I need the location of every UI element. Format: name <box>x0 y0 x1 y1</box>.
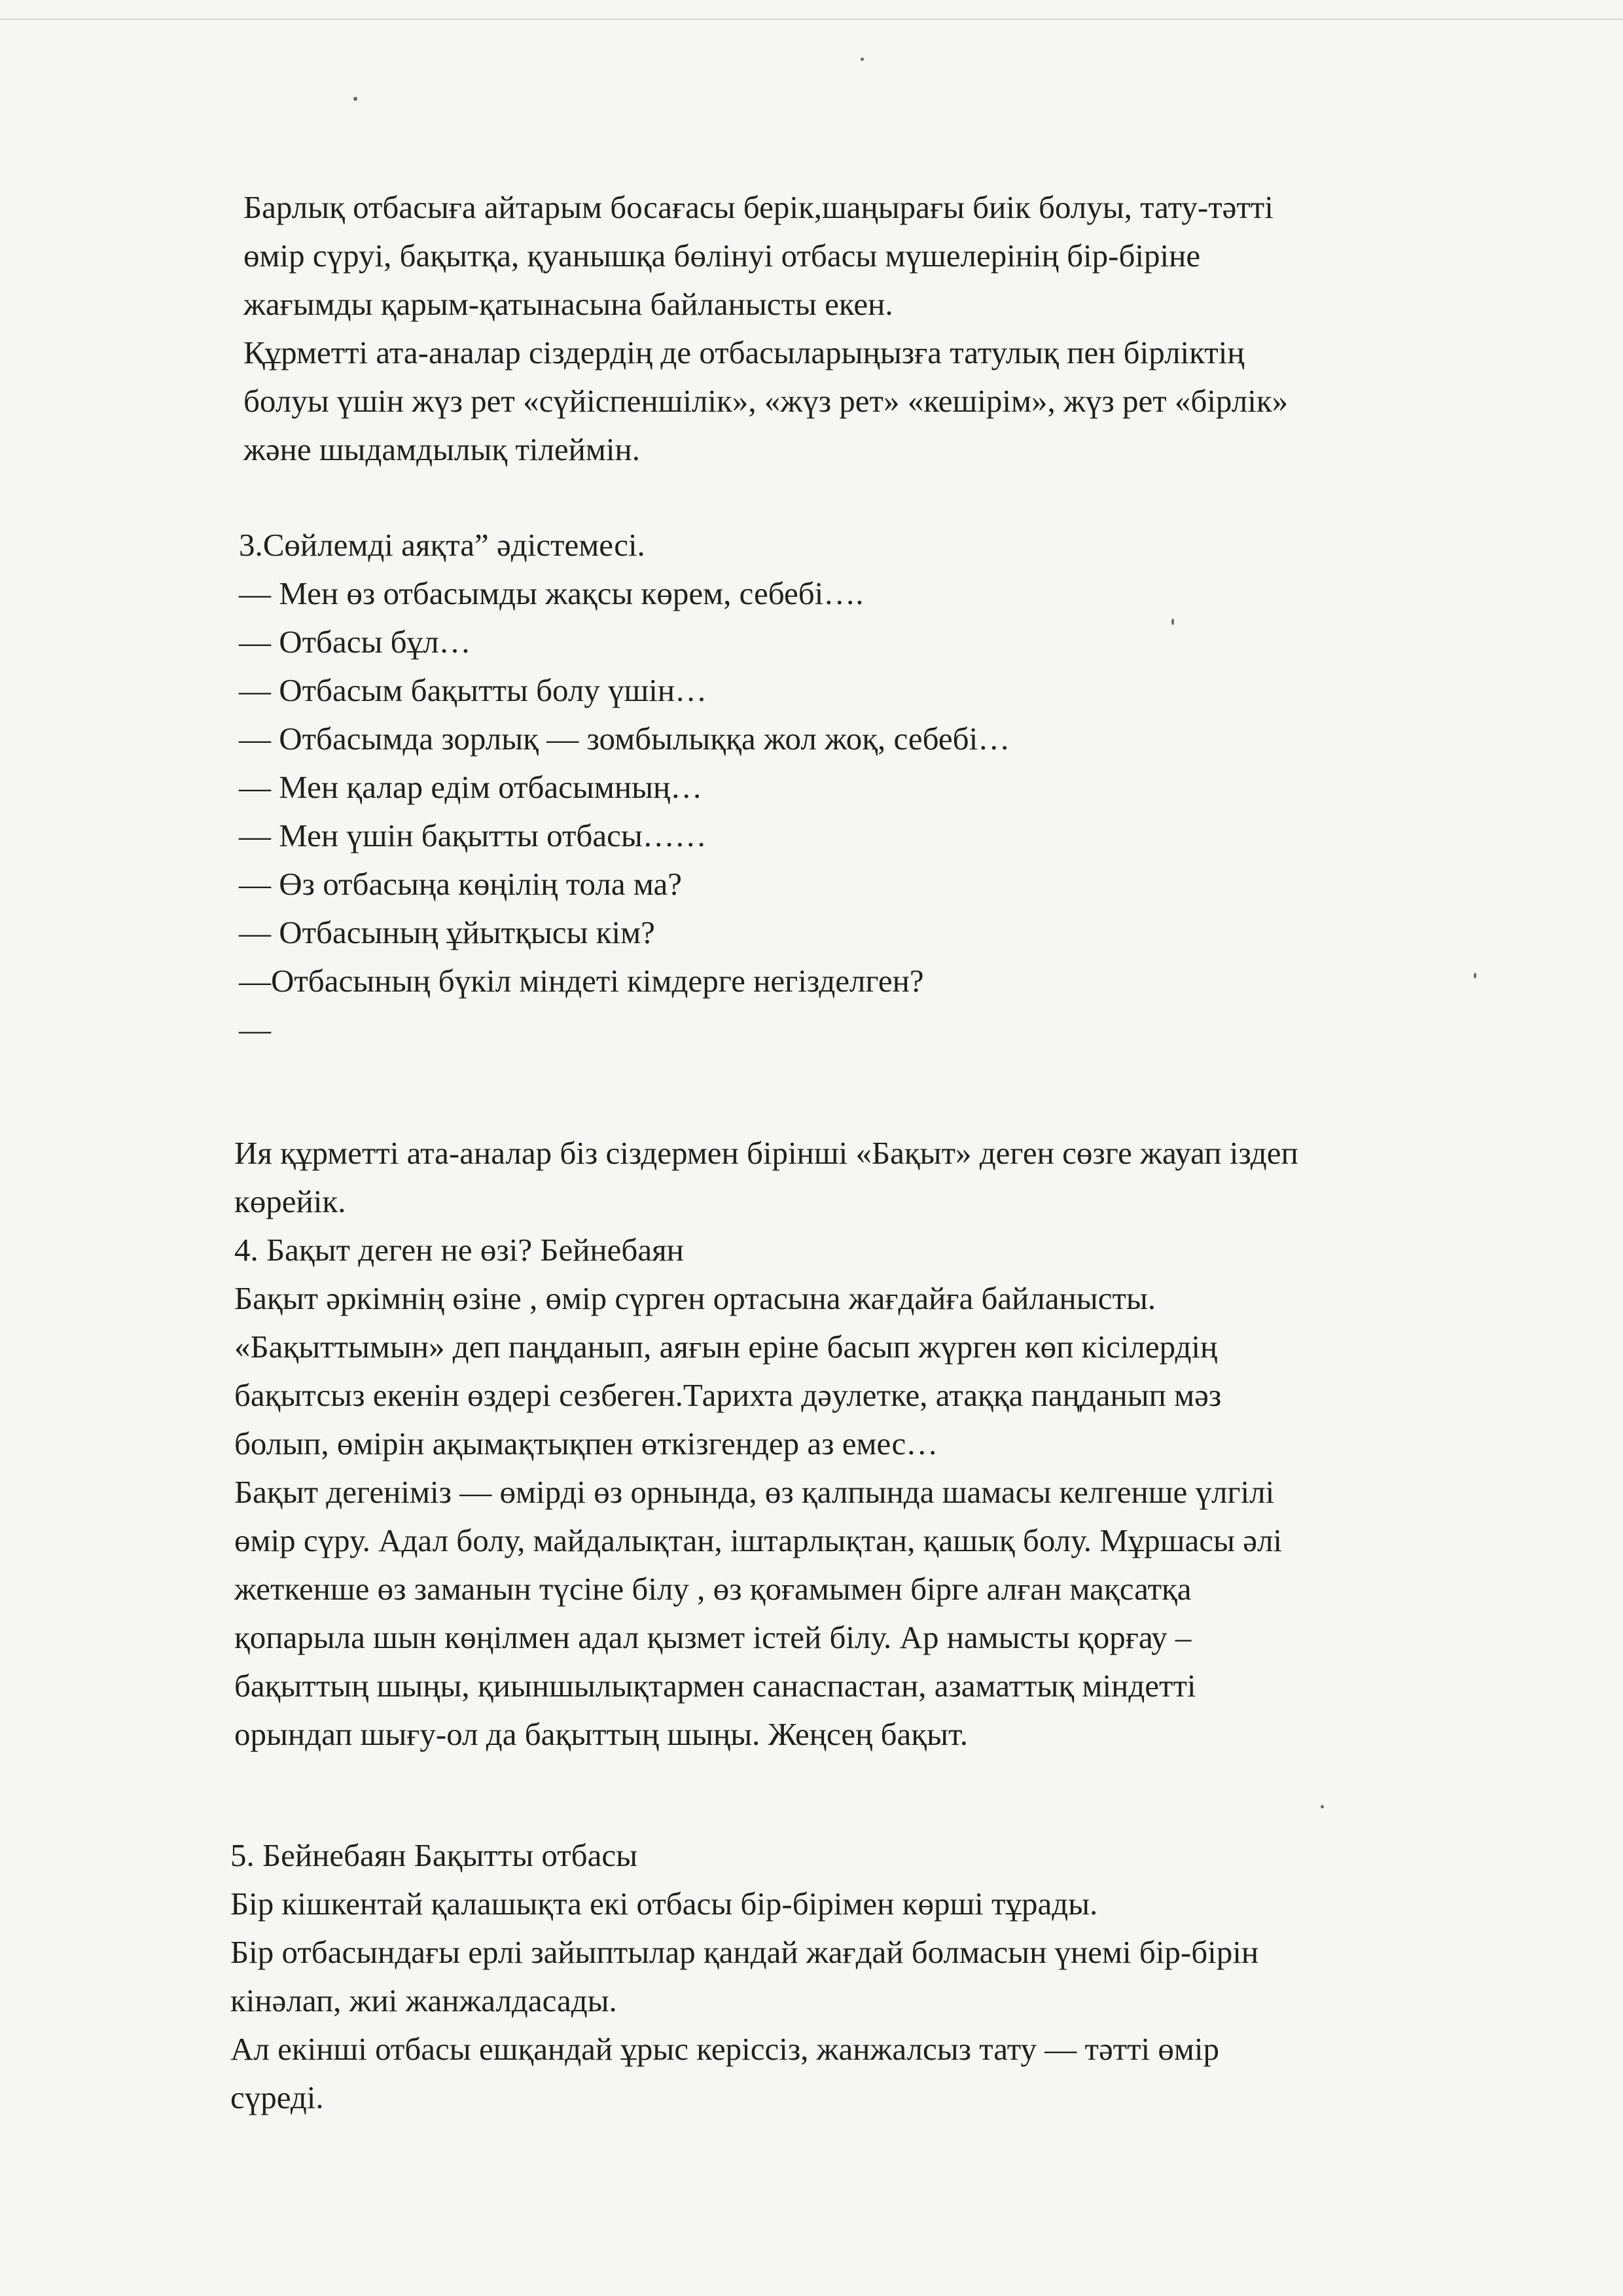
list-item: — Мен қалар едім отбасымның… <box>239 769 703 805</box>
text-line: Бір кішкентай қалашықта екі отбасы бір-бірімен көрші тұрады. <box>230 1886 1098 1922</box>
text-line: Бір отбасындағы ерлі зайыптылар қандай жағдай болмасын үнемі бір-бірін <box>230 1934 1259 1970</box>
list-item: —Отбасының бүкіл міндеті кімдерге негізделген? <box>239 963 924 999</box>
text-line: өмір сүру. Адал болу, майдалықтан, іштарлықтан, қашық болу. Мұршасы әлі <box>234 1522 1283 1558</box>
text-line: өмір сүруі, бақытқа, қуанышқа бөлінуі отбасы мүшелерінің бір-біріне <box>243 238 1201 274</box>
scan-speck <box>353 97 357 101</box>
text-line: бақыттың шыңы, қиыншылықтармен санаспастан, азаматтық міндетті <box>234 1668 1196 1704</box>
text-line: болуы үшін жүз рет «сүйіспеншілік», «жүз рет» «кешірім», жүз рет «бірлік» <box>243 383 1289 419</box>
list-item: — Өз отбасыңа көңілің тола ма? <box>239 866 683 902</box>
text-line: «Бақыттымын» деп паңданып, аяғын еріне басып жүрген көп кісілердің <box>234 1329 1218 1365</box>
list-item: — Отбасым бақытты болу үшін… <box>239 672 707 708</box>
list-item: — Отбасымда зорлық — зомбылыққа жол жоқ, себебі… <box>239 721 1010 757</box>
section-4-happiness <box>234 1129 1517 1759</box>
text-line: бақытсыз екенін өздері сезбеген.Тарихта дәулетке, атаққа паңданып мәз <box>234 1377 1222 1413</box>
text-line: қопарыла шын көңілмен адал қызмет істей білу. Ар намысты қорғау – <box>234 1619 1192 1655</box>
list-item: — Отбасы бұл… <box>239 624 471 660</box>
list-item: — <box>239 1011 271 1047</box>
section-heading: 4. Бақыт деген не өзі? Бейнебаян <box>234 1232 684 1268</box>
text-line: Бақыт дегеніміз — өмірді өз орнында, өз қалпында шамасы келгенше үлгілі <box>234 1474 1275 1510</box>
section-heading: 3.Сөйлемді аяқта” әдістемесі. <box>239 527 645 563</box>
text-line: Ал екінші отбасы ешқандай ұрыс керіссіз, жанжалсыз тату — тәтті өмір <box>230 2031 1220 2067</box>
scan-speck <box>861 58 864 61</box>
text-line: сүреді. <box>230 2079 324 2115</box>
section-3-sentence-completion <box>239 521 1522 1054</box>
scan-edge-line <box>0 18 1623 20</box>
text-line: болып, өмірін ақымақтықпен өткізгендер аз емес… <box>234 1426 938 1462</box>
section-heading: 5. Бейнебаян Бақытты отбасы <box>230 1837 637 1873</box>
text-line: және шыдамдылық тілеймін. <box>243 431 640 467</box>
paragraph-intro <box>243 183 1526 474</box>
text-line: Бақыт әркімнің өзіне , өмір сүрген ортасына жағдайға байланысты. <box>234 1280 1156 1316</box>
scan-speck <box>1321 1805 1324 1808</box>
text-line: Ия құрметті ата-аналар біз сіздермен бірінші «Бақыт» деген сөзге жауап іздеп <box>234 1135 1298 1171</box>
text-line: кінәлап, жиі жанжалдасады. <box>230 1982 617 2018</box>
text-line: Құрметті ата-аналар сіздердің де отбасыларыңызға татулық пен бірліктің <box>243 334 1245 370</box>
list-item: — Мен өз отбасымды жақсы көрем, себебі…. <box>239 575 864 611</box>
section-5-happy-family <box>230 1831 1513 2122</box>
text-line: көрейік. <box>234 1183 346 1219</box>
text-line: орындап шығу-ол да бақыттың шыңы. Жеңсең бақыт. <box>234 1716 968 1752</box>
list-item: — Мен үшін бақытты отбасы…… <box>239 817 707 853</box>
text-line: жағымды қарым-қатынасына байланысты екен. <box>243 286 893 322</box>
text-line: Барлық отбасыға айтарым босағасы берік,шаңырағы биік болуы, тату-тәтті <box>243 189 1274 225</box>
text-line: жеткенше өз заманын түсіне білу , өз қоғамымен бірге алған мақсатқа <box>234 1571 1192 1607</box>
list-item: — Отбасының ұйытқысы кім? <box>239 914 655 950</box>
